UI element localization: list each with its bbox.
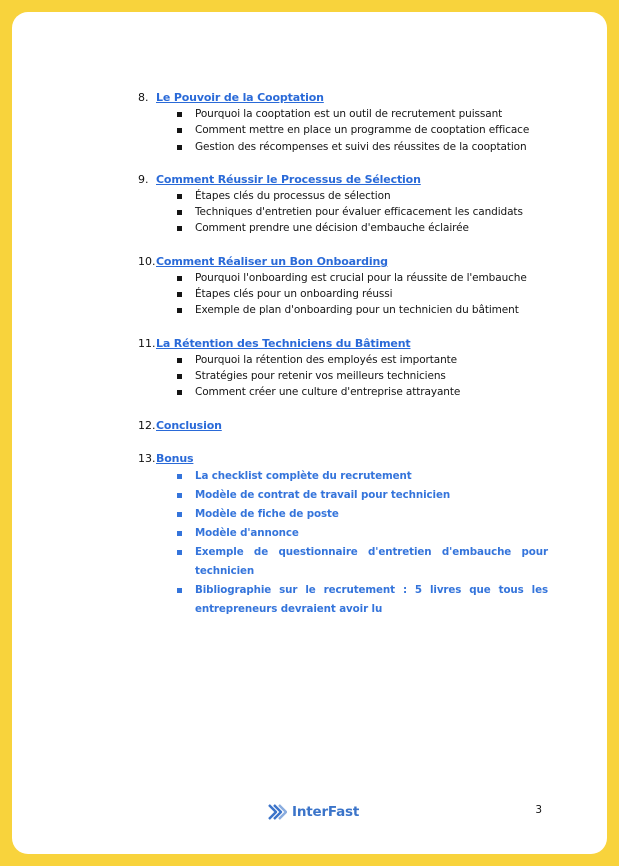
toc-section-number: 13. [138, 451, 156, 465]
toc-section [138, 336, 548, 401]
bonus-list-item[interactable]: Exemple de questionnaire d'entretien d'embauche pour technicien [174, 543, 548, 581]
toc-subitem: Comment prendre une décision d'embauche éclairée [174, 220, 548, 236]
interfast-chevron-logo-icon [267, 802, 287, 822]
bonus-list-item[interactable]: Bibliographie sur le recrutement : 5 livres que tous les entrepreneurs devraient avoir lu [174, 581, 548, 619]
bonus-list-item[interactable]: La checklist complète du recrutement [174, 467, 548, 486]
toc-section-heading [138, 254, 548, 270]
toc-section-heading [138, 451, 548, 467]
toc-section-number: 12. [138, 418, 156, 432]
toc-subitem: Pourquoi la rétention des employés est importante [174, 352, 548, 368]
toc-subitem-list [138, 188, 548, 237]
toc-section-link[interactable]: Comment Réussir le Processus de Sélection [156, 172, 421, 186]
toc-subitem: Pourquoi la cooptation est un outil de recrutement puissant [174, 106, 548, 122]
toc-subitem: Exemple de plan d'onboarding pour un technicien du bâtiment [174, 302, 548, 318]
toc-subitem: Étapes clés du processus de sélection [174, 188, 548, 204]
toc-section-number: 8. [138, 91, 149, 104]
toc-section-link[interactable]: La Rétention des Techniciens du Bâtiment [156, 336, 411, 350]
toc-subitem: Pourquoi l'onboarding est crucial pour la réussite de l'embauche [174, 270, 548, 286]
toc-section [138, 451, 548, 619]
toc-section-heading [138, 172, 548, 188]
toc-section [138, 418, 548, 434]
toc-section-number: 9. [138, 172, 149, 186]
toc-section-heading [138, 336, 548, 352]
toc-subitem: Gestion des récompenses et suivi des réussites de la cooptation [174, 139, 548, 155]
toc-section [138, 254, 548, 319]
toc-subitem: Stratégies pour retenir vos meilleurs techniciens [174, 368, 548, 384]
toc-subitem: Techniques d'entretien pour évaluer efficacement les candidats [174, 204, 548, 220]
toc-subitem-list [138, 352, 548, 401]
toc-section-heading [138, 90, 548, 106]
toc-subitem: Comment mettre en place un programme de cooptation efficace [174, 122, 548, 138]
toc-subitem: Comment créer une culture d'entreprise attrayante [174, 384, 548, 400]
bonus-list-item[interactable]: Modèle d'annonce [174, 524, 548, 543]
toc-section [138, 172, 548, 237]
bonus-list-item[interactable]: Modèle de fiche de poste [174, 505, 548, 524]
toc-section-heading [138, 418, 548, 434]
toc-subitem: Étapes clés pour un onboarding réussi [174, 286, 548, 302]
interfast-logo [267, 801, 359, 823]
toc-subitem-list [138, 467, 548, 619]
toc-section-link[interactable]: Conclusion [156, 418, 222, 432]
toc-section-link[interactable]: Comment Réaliser un Bon Onboarding [156, 254, 388, 268]
toc-section-number: 10. [138, 254, 156, 268]
toc-section-number: 11. [138, 336, 156, 350]
toc-section-link[interactable]: Bonus [156, 451, 194, 465]
document-page [12, 12, 607, 854]
toc-section [138, 90, 548, 155]
page-number: 3 [535, 804, 542, 816]
table-of-contents [138, 90, 548, 636]
bonus-list-item[interactable]: Modèle de contrat de travail pour technicien [174, 486, 548, 505]
brand-name: InterFast [292, 804, 360, 820]
toc-subitem-list [138, 106, 548, 155]
toc-subitem-list [138, 270, 548, 319]
toc-section-link[interactable]: Le Pouvoir de la Cooptation [156, 91, 324, 104]
